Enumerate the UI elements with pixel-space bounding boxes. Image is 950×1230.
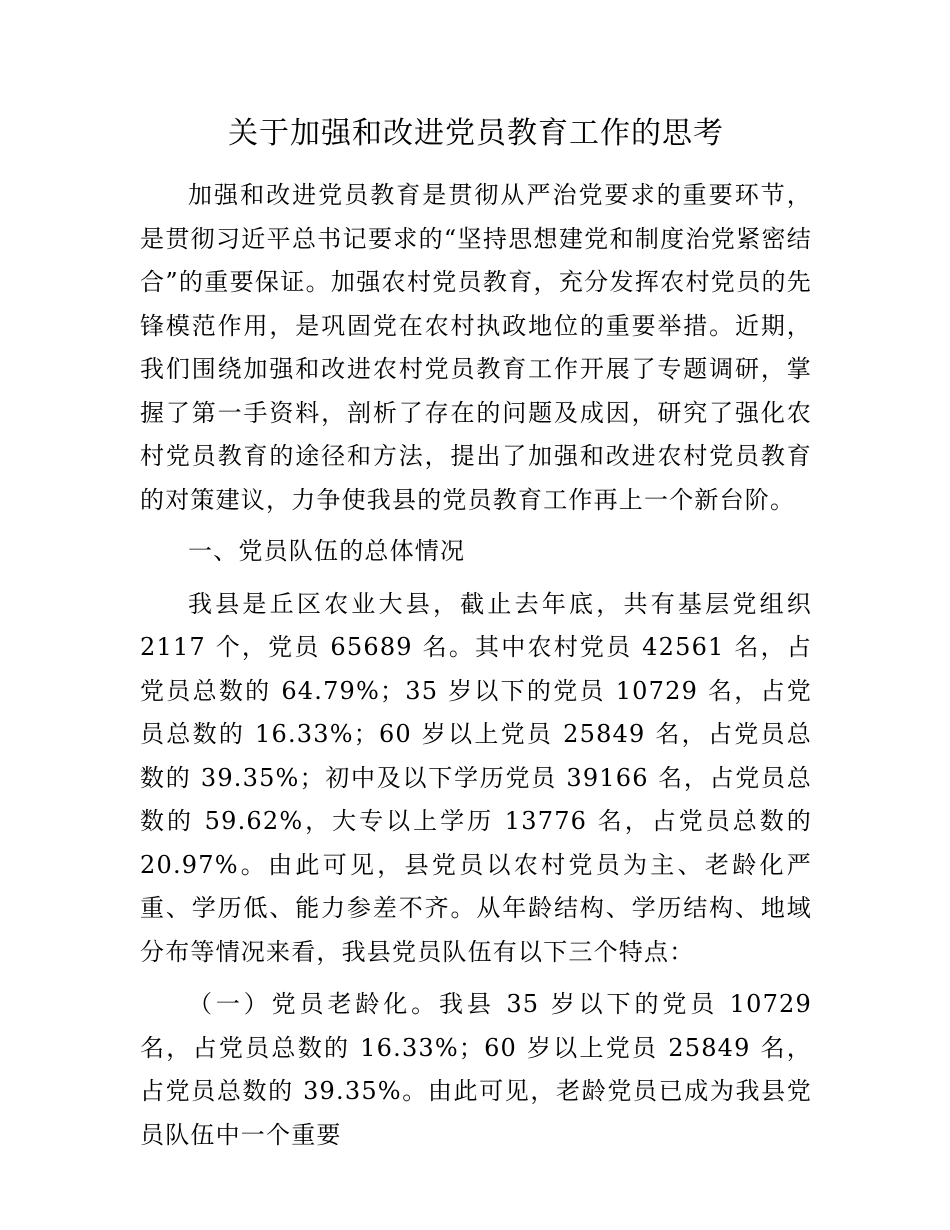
intro-paragraph: 加强和改进党员教育是贯彻从严治党要求的重要环节，是贯彻习近平总书记要求的“坚持思想建党和制度治党紧密结合”的重要保证。加强农村党员教育，充分发挥农村党员的先锋模范作用，是巩固党在农村执政地位的重要举措。近期，我们围绕加强和改进农村党员教育工作开展了专题调研，掌握了第一手资料，剖析了存在的问题及成因，研究了强化农村党员教育的途径和方法，提出了加强和改进农村党员教育的对策建议，力争使我县的党员教育工作再上一个新台阶。 (140, 181, 812, 514)
subsection-paragraph: （一）党员老龄化。我县 35 岁以下的党员 10729 名，占党员总数的 16.33%；60 岁以上党员 25849 名，占党员总数的 39.35%。由此可见，老龄党员已成为我县党员队伍中一个重要 (140, 990, 812, 1149)
document-page (140, 112, 812, 1157)
section-heading: 一、党员队伍的总体情况 (188, 537, 466, 565)
document-title: 关于加强和改进党员教育工作的思考 (228, 116, 724, 151)
overview-paragraph: 我县是丘区农业大县，截止去年底，共有基层党组织 2117 个，党员 65689 名。其中农村党员 42561 名，占党员总数的 64.79%；35 岁以下的党员 10729 名，占党员总数的 16.33%；60 岁以上党员 25849 名，占党员总数的 39.35%；初中及以下学历党员 39166 名，占党员总数的 59.62%，大专以上学历 13776 名，占党员总数的 20.97%。由此可见，县党员以农村党员为主、老龄化严重、学历低、能力参差不齐。从年龄结构、学历结构、地域分布等情况来看，我县党员队伍有以下三个特点： (140, 589, 812, 966)
